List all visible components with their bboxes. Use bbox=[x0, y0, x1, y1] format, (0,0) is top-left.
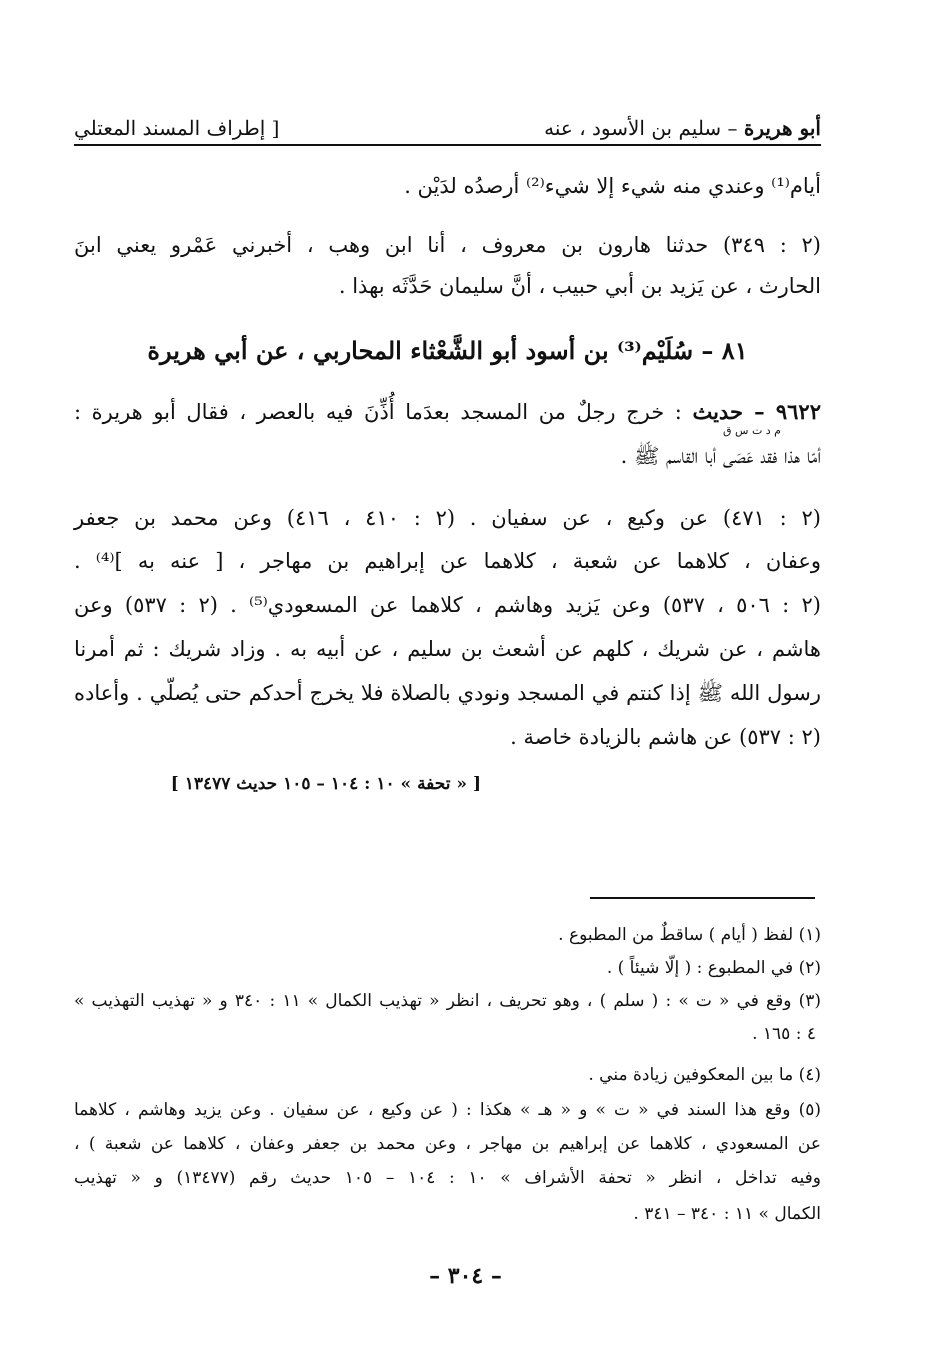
footnote-5-cont-3: الكمال » ١١ : ٣٤٠ – ٣٤١ . bbox=[633, 1204, 821, 1224]
body-line-2: (٢ : ٣٤٩) حدثنا هارون بن معروف ، أنا ابن وهب ، أخبرني عَمْرو يعني ابنَ bbox=[74, 233, 821, 257]
body-line-3: الحارث ، عن يَزيد بن أبي حبيب ، أنَّ سليمان حَدَّثَه بهذا . bbox=[338, 274, 821, 298]
footnote-5-cont-1: عن المسعودي ، كلاهما عن إبراهيم بن مهاجر ، وعن محمد بن جعفر وعفان ، كلاهما عن شعبة ) ، bbox=[74, 1134, 821, 1154]
hadith-line-2: أمّا هذا فقد عَصَى أبا القاسم ﷺ . bbox=[620, 444, 821, 468]
section-title: ٨١ – سُلَيْم⁽³⁾ بن أسود أبو الشَّعْثاء المحاربي ، عن أبي هريرة bbox=[147, 336, 748, 365]
footnote-1: (١) لفظ ( أيام ) ساقطٌ من المطبوع . bbox=[558, 925, 821, 945]
footnote-4: (٤) ما بين المعكوفين زيادة مني . bbox=[588, 1065, 821, 1085]
hadith-text-1: : خرج رجلٌ من المسجد بعدَما أُذِّنَ فيه بالعصر ، فقال أبو هريرة : bbox=[74, 400, 682, 424]
header-divider bbox=[74, 144, 821, 146]
footnote-divider bbox=[590, 897, 815, 899]
footnote-2: (٢) في المطبوع : ( إلّا شيئاً ) . bbox=[606, 958, 821, 978]
hadith-sigla: م د ت س ق bbox=[722, 424, 781, 437]
page-number: – ٣٠٤ – bbox=[429, 1263, 502, 1289]
isnad-line-2: وعفان ، كلاهما عن شعبة ، كلاهما عن إبراهيم بن مهاجر ، [ عنه به ]⁽⁴⁾ . bbox=[74, 549, 821, 573]
body-line-1: أيام⁽¹⁾ وعندي منه شيء إلا شيء⁽²⁾ أرصدُه لدَيْن . bbox=[404, 174, 821, 198]
header-book-title: [ إطراف المسند المعتلي bbox=[74, 116, 280, 140]
isnad-line-4: هاشم ، عن شريك ، كلهم عن أشعث بن سليم ، عن أبيه به . وزاد شريك : ثم أمرنا bbox=[74, 637, 821, 661]
tuhfa-reference-text: [ « تحفة » ١٠ : ١٠٤ – ١٠٥ حديث ١٣٤٧٧ ] bbox=[170, 774, 481, 794]
isnad-line-6: (٢ : ٥٣٧) عن هاشم بالزيادة خاصة . bbox=[510, 725, 821, 749]
isnad-line-3: (٢ : ٥٠٦ ، ٥٣٧) وعن يَزيد وهاشم ، كلاهما عن المسعودي⁽⁵⁾ . (٢ : ٥٣٧) وعن bbox=[74, 593, 821, 617]
footnote-3: (٣) وقع في « ت » : ( سلم ) ، وهو تحريف ، انظر « تهذيب الكمال » ١١ : ٣٤٠ و « تهذيب التهذيب » bbox=[74, 991, 821, 1011]
header-chapter-name: أبو هريرة bbox=[743, 116, 821, 140]
running-header bbox=[74, 100, 821, 140]
footnote-5-cont-2: وفيه تداخل ، انظر « تحفة الأشراف » ١٠ : ١٠٤ – ١٠٥ حديث رقم (١٣٤٧٧) و « تهذيب bbox=[74, 1168, 821, 1188]
hadith-number: ٩٦٢٢ – حديث bbox=[692, 399, 821, 424]
isnad-line-5: رسول الله ﷺ إذا كنتم في المسجد ونودي بالصلاة فلا يخرج أحدكم حتى يُصلّي . وأعاده bbox=[74, 681, 821, 705]
footnote-5: (٥) وقع هذا السند في « ت » و « هـ » هكذا : ( عن وكيع ، عن سفيان . وعن يزيد وهاشم ، كلاهما bbox=[74, 1100, 821, 1120]
isnad-line-1: (٢ : ٤٧١) عن وكيع ، عن سفيان . (٢ : ٤١٠ ، ٤١٦) وعن محمد بن جعفر bbox=[74, 506, 821, 530]
footnote-3-cont: ٤ : ١٦٥ . bbox=[752, 1024, 816, 1044]
hadith-line-1 bbox=[74, 396, 821, 428]
header-chapter bbox=[544, 116, 821, 140]
header-chapter-rest: – سليم بن الأسود ، عنه bbox=[544, 116, 744, 140]
